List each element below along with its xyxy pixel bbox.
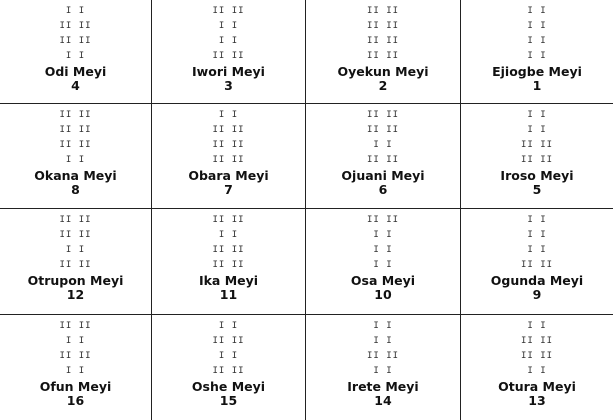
mark-row: I I [527,230,547,240]
mark-row: II II [59,215,92,225]
odu-cell [0,0,152,104]
mark-row: II II [366,110,400,120]
odu-name: Ejiogbe Meyi [492,64,582,79]
mark-row: I I [218,36,239,46]
odu-name: Obara Meyi [188,168,269,183]
odu-cell [152,0,306,104]
odu-number: 6 [378,182,388,197]
odu-number: 14 [374,393,392,408]
mark-row: I I [527,321,547,331]
odu-name: Iroso Meyi [500,168,574,183]
odu-cell [461,0,613,104]
odu-number: 2 [378,78,388,93]
mark-row: I I [373,245,393,255]
mark-row: I I [65,366,86,376]
mark-row: II II [212,6,245,16]
odu-cell [152,315,306,420]
mark-row: II II [366,51,400,61]
mark-row: II II [212,260,245,270]
odu-name: Ika Meyi [198,273,259,288]
odu-cell [306,104,461,209]
mark-row: II II [212,155,245,165]
mark-row: II II [212,140,245,150]
mark-row: II II [59,125,92,135]
mark-row: II II [59,351,92,361]
odu-name: Otura Meyi [498,379,576,394]
mark-row: II II [520,336,554,346]
mark-row: II II [366,36,400,46]
mark-row: I I [373,140,393,150]
mark-row: II II [520,351,554,361]
odu-cell [306,315,461,420]
mark-row: I I [65,336,86,346]
odu-number: 3 [224,78,233,93]
odu-cell [0,104,152,209]
odu-number: 5 [532,182,542,197]
mark-row: I I [373,260,393,270]
odu-name: Okana Meyi [34,168,117,183]
odu-name: Odi Meyi [44,64,107,79]
mark-column [367,319,399,379]
mark-row: I I [527,110,547,120]
mark-row: I I [527,366,547,376]
odu-cell [152,104,306,209]
mark-row: I I [65,6,86,16]
odu-number: 1 [532,78,542,93]
odu-cell [0,315,152,420]
mark-row: I I [218,321,239,331]
mark-row: I I [218,21,239,31]
mark-row: II II [59,36,92,46]
mark-column [212,213,244,273]
mark-column [367,213,399,273]
odu-number: 12 [66,287,85,302]
mark-column [59,4,91,64]
mark-row: I I [65,155,86,165]
mark-column [212,4,244,64]
mark-row: II II [366,125,400,135]
odu-cell [306,0,461,104]
mark-row: II II [212,245,245,255]
mark-row: II II [212,215,245,225]
mark-row: II II [212,51,245,61]
odu-cell [461,209,613,315]
mark-row: I I [527,51,547,61]
odu-name: Iwori Meyi [192,64,265,79]
odu-name: Ofun Meyi [39,379,112,394]
mark-row: I I [65,245,86,255]
odu-cell [306,209,461,315]
odu-number: 9 [532,287,542,302]
mark-row: II II [520,260,554,270]
odu-number: 4 [71,78,80,93]
mark-row: I I [527,21,547,31]
mark-column [367,108,399,168]
mark-row: II II [212,366,245,376]
mark-row: II II [59,321,92,331]
mark-row: I I [527,36,547,46]
mark-row: II II [366,351,400,361]
mark-column [527,4,546,64]
odu-cell [152,209,306,315]
mark-row: I I [218,110,239,120]
mark-row: II II [366,21,400,31]
mark-column [521,213,553,273]
mark-row: I I [527,245,547,255]
odu-name: Oshe Meyi [191,379,266,394]
odu-cell [0,209,152,315]
mark-row: II II [520,155,554,165]
mark-column [59,319,91,379]
mark-row: I I [373,321,393,331]
mark-row: II II [212,125,245,135]
odu-name: Ogunda Meyi [490,273,584,288]
odu-number: 16 [66,393,85,408]
mark-column [367,4,399,64]
odu-name: Irete Meyi [347,379,419,394]
mark-row: II II [212,336,245,346]
mark-row: I I [218,230,239,240]
odu-number: 15 [219,393,238,408]
odu-name: Ojuani Meyi [341,168,425,183]
odu-number: 11 [219,287,238,302]
odu-name: Otrupon Meyi [27,273,124,288]
mark-row: II II [520,140,554,150]
odu-cell [461,315,613,420]
mark-row: II II [59,260,92,270]
mark-row: I I [218,351,239,361]
mark-row: I I [373,336,393,346]
odu-number: 8 [71,182,80,197]
mark-row: II II [366,155,400,165]
mark-column [212,108,244,168]
mark-column [59,108,91,168]
mark-row: II II [366,6,400,16]
mark-column [521,108,553,168]
odu-name: Osa Meyi [350,273,416,288]
mark-row: II II [366,215,400,225]
mark-row: I I [373,230,393,240]
mark-row: II II [59,21,92,31]
mark-row: II II [59,140,92,150]
mark-row: I I [373,366,393,376]
mark-column [212,319,244,379]
odu-number: 10 [374,287,392,302]
mark-column [521,319,553,379]
odu-number: 13 [528,393,546,408]
mark-row: I I [65,51,86,61]
mark-row: I I [527,125,547,135]
odu-number: 7 [224,182,233,197]
mark-row: I I [527,215,547,225]
mark-row: I I [527,6,547,16]
mark-row: II II [59,110,92,120]
odu-cell [461,104,613,209]
mark-column [59,213,91,273]
odu-name: Oyekun Meyi [337,64,429,79]
mark-row: II II [59,230,92,240]
